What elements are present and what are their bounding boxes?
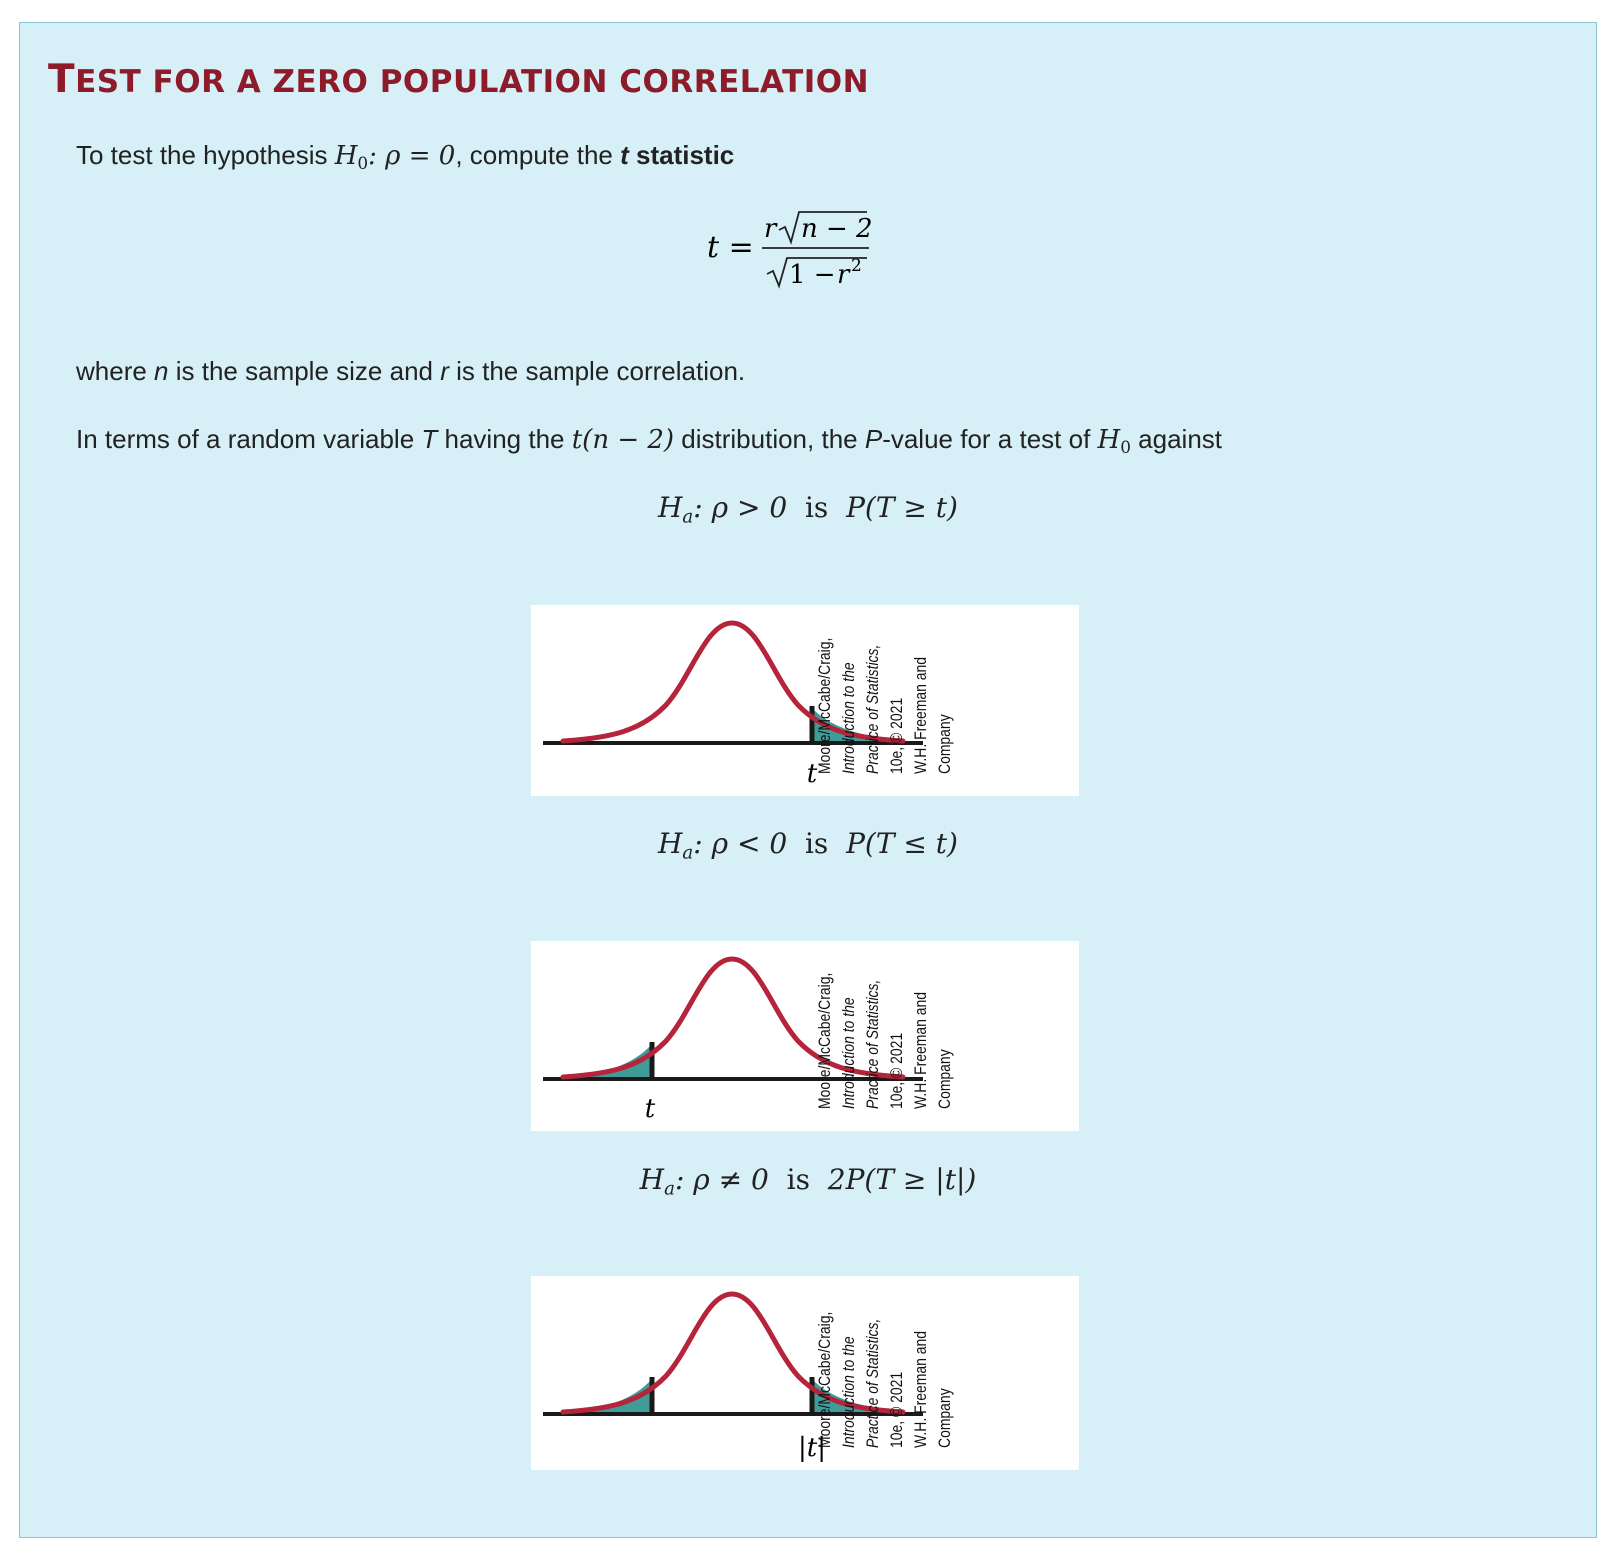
box-title: TEST FOR A ZERO POPULATION CORRELATION [48, 57, 870, 102]
right-tail-figure [531, 605, 1079, 796]
image-credit: Moore/McCabe/Craig, Introduction to the Practice of Statistics, 10e, © 2021 W.H. Freeman and Company [815, 637, 954, 774]
axis-label-t: t [806, 759, 818, 789]
two-tail-figure [531, 1276, 1079, 1470]
denominator-radicand: 1 − [789, 260, 836, 290]
numerator-r: r [764, 214, 777, 244]
image-credit: Moore/McCabe/Craig, Introduction to the Practice of Statistics, 10e, © 2021 W.H. Freeman and Company [815, 972, 954, 1109]
where-text: where n is the sample size and r is the sample correlation. [76, 356, 746, 386]
alternative-less: Ha: ρ < 0 is P(T ≤ t) [658, 827, 958, 864]
alternative-greater: Ha: ρ > 0 is P(T ≥ t) [658, 491, 958, 528]
alternative-two-sided: Ha: ρ ≠ 0 is 2P(T ≥ |t|) [639, 1163, 977, 1200]
intro-text: To test the hypothesis $H_0$: ρ = 0, compute the t statistic [76, 140, 735, 174]
t-lhs: t = [707, 230, 754, 265]
left-tail-figure [531, 941, 1079, 1131]
content-box [19, 22, 1597, 1538]
image-credit: Moore/McCabe/Craig, Introduction to the Practice of Statistics, 10e, © 2021 W.H. Freeman and Company [815, 1311, 954, 1448]
terms-text: In terms of a random variable T having the t(n − 2) distribution, the P-value for a test of $H_0$ against [76, 424, 1223, 458]
denominator-exp: 2 [851, 256, 862, 276]
denominator-r: r [837, 260, 850, 290]
numerator-radicand: n − 2 [801, 214, 873, 244]
axis-label-abs-t: |t| [798, 1433, 826, 1463]
axis-label-t: t [644, 1094, 656, 1124]
